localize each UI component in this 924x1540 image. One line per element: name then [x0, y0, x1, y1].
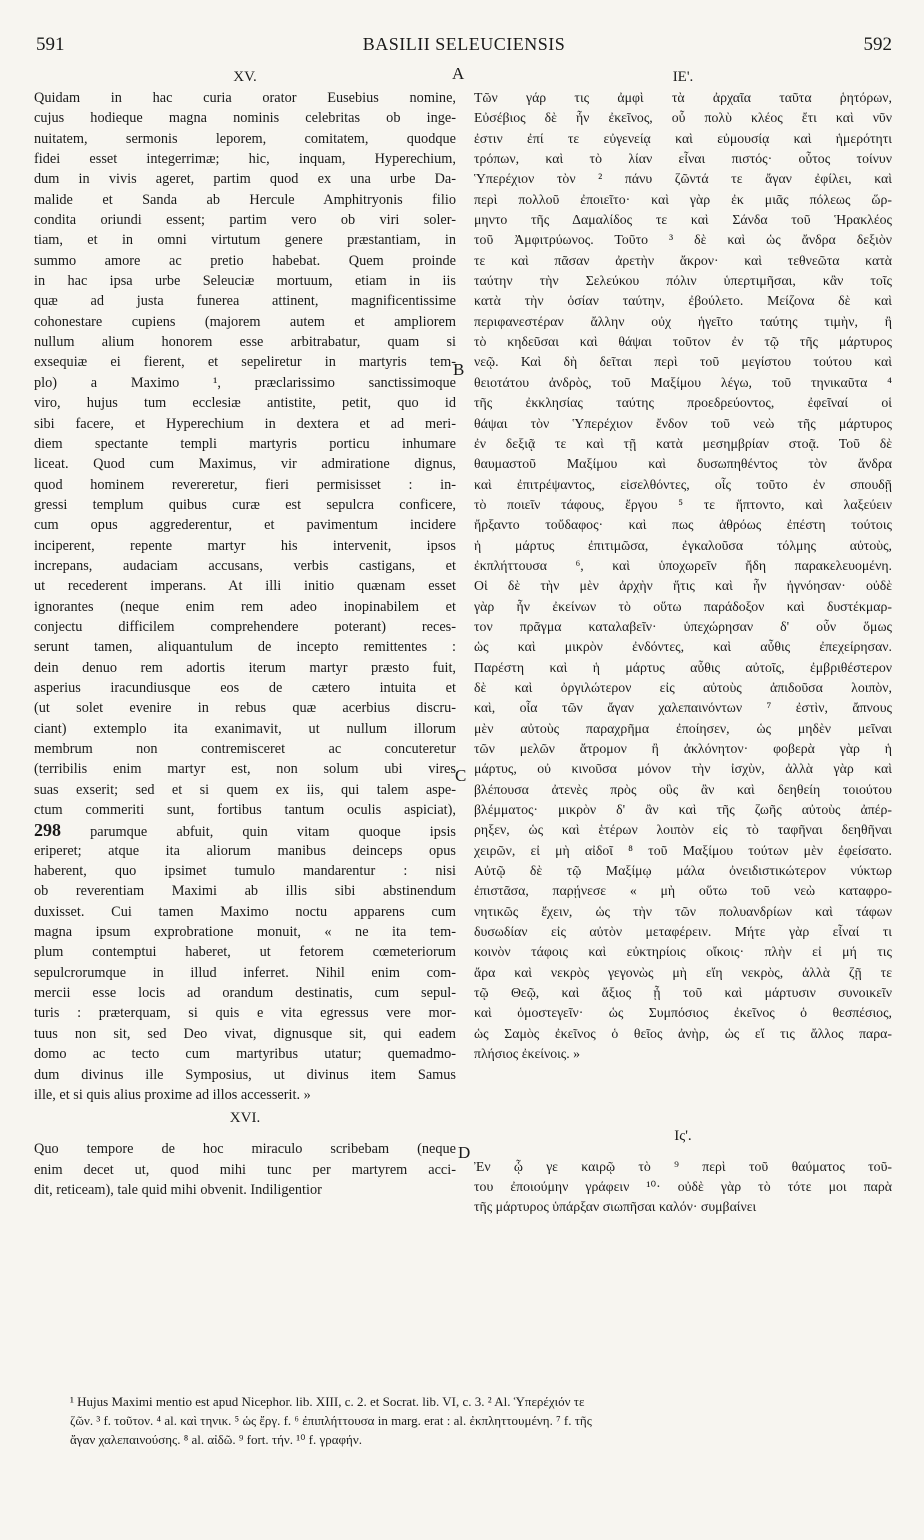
text-line: τῆς μάρτυρος ὑπάρξαν σιωπῆσαι καλόν· συμβαίνει: [474, 1199, 757, 1215]
text-line: κοινὸν τάφοις καὶ εὐκτηρίοις οἴκοις· πλὴν εἰ μή τις: [474, 944, 892, 960]
text-line: membrum non contremisceret ac concuteretur: [34, 741, 456, 757]
text-line: ἤρξαντο τοὔδαφος· καὶ πως ἀθρόως ἐπέστη τούτοις: [474, 517, 892, 533]
text-line: plum contemptui haberet, ut fetorem cœmeteriorum: [34, 944, 456, 961]
text-line: sepulcrorumque in illud inferret. Nihil enim com-: [34, 964, 456, 981]
text-line: περιφανεστέραν ἄλλην οὐχ ἡγεῖτο ταύτης τιμὴν, ἢ: [474, 313, 892, 329]
text-line: ἡ μάρτυς ἐπιτιμῶσα, ἐγκαλοῦσα τόλμης αὐτοὺς,: [474, 537, 892, 553]
text-line: βλέμματος· μικρὸν δ' ἂν καὶ τῆς ζωῆς αὐτοὺς ἀπέρ-: [474, 802, 892, 818]
text-line: θειοτάτου ἀνδρὸς, τοῦ Μαξίμου λέγω, τοῦ τηνικαῦτα ⁴: [474, 374, 892, 390]
text-line: ciant) extemplo ita exanimavit, ut nullum illorum: [34, 720, 456, 737]
margin-letter-c: C: [455, 766, 467, 785]
text-line: (terribilis enim martyr est, non solum ubi vires: [34, 761, 456, 778]
text-line: increpans, audaciam accusans, verbis castigans, et: [34, 557, 456, 574]
text-line: viro, hujus tum ecclesiæ antistite, petit, quo id: [34, 395, 456, 412]
text-line: inciperent, repente martyr his intervenit, ipsos: [34, 537, 456, 554]
text-line: τῆς ἐκκλησίας ταύτης προεδρεύοντος, ἐφεῖναί οἱ: [474, 395, 892, 411]
text-line: plo) a Maximo ¹, præclarissimo sanctissimoque: [34, 374, 456, 391]
text-line: cujus hodieque magna nominis celebritas ob inge-: [34, 110, 456, 127]
text-line: liceat. Quod cum Maximus, vir admiratione dignus,: [34, 456, 456, 473]
text-line: ob reverentiam Maximi ab illis sibi abstinendum: [34, 883, 456, 900]
text-line: conjectu difficilem comprehendere poterant) reces-: [34, 618, 456, 635]
text-line: [34, 820, 456, 840]
page-number-right: 592: [863, 34, 892, 55]
margin-letter-d: D: [458, 1143, 471, 1162]
text-line: Quidam in hac curia orator Eusebius nomine,: [34, 90, 456, 106]
text-line: magna ipsum exprobratione monuit, « ne ita tem-: [34, 924, 456, 941]
text-line: περὶ πολλοῦ ἐποιεῖτο· καὶ γὰρ ἐκ μιᾶς πόλεως ὥρ-: [474, 191, 892, 207]
text-line: Εὐσέβιος δὲ ἦν ἐκεῖνος, οὗ πολὺ κλέος ἔτι καὶ νῦν: [474, 110, 892, 126]
text-line: dum divinus ille Symposius, ut divinus item Samus: [34, 1066, 456, 1083]
text-line: fidei esset integerrimæ; hic, inquam, Hyperechium,: [34, 151, 456, 168]
margin-letter-a: A: [452, 64, 465, 83]
text-line: enim decet ut, quod mihi tunc per martyrem acci-: [34, 1161, 456, 1178]
text-line: tuus non sit, sed Deo vivat, dignusque sit, qui eadem: [34, 1025, 456, 1042]
page-number-left: 591: [36, 34, 65, 55]
footnote-line: ¹ Hujus Maximi mentio est apud Nicephor. lib. XIII, c. 2. et Socrat. lib. VI, c. 3. ² Al. Ὑπερέχιόν τε: [70, 1394, 585, 1409]
text-line: eriperet; atque ita aliorum manibus deinceps opus: [34, 842, 456, 859]
text-line: νεῷ. Καὶ δὴ δεῖται περὶ τοῦ μεγίστου τούτου καὶ: [474, 354, 892, 370]
text-line: τρόπων, καὶ τὸ λίαν εἶναι πιστός· οὗτος τοίνυν: [474, 151, 892, 167]
text-line: Τῶν γάρ τις ἀμφὶ τὰ ἀρχαῖα ταῦτα ῥητόρων,: [474, 90, 892, 105]
footnote-line: ζῶν. ³ f. τοῦτον. ⁴ al. καὶ τηνικ. ⁵ ὡς ἔργ. f. ⁶ ἐπιπλήττουσα in marg. erat : al. ἐκπληττουμένη. ⁷ f. τῆς: [70, 1413, 592, 1428]
footnote-line: ἄγαν χαλεπαινούσης. ⁸ al. αἰδῶ. ⁹ fort. τήν. ¹⁰ f. γραφήν.: [70, 1432, 362, 1447]
text-line: haberent, quo ipsimet tumulo mandarentur : nisi: [34, 863, 456, 880]
text-line: ille, et si quis alius proxime ad illos accesserit. »: [34, 1086, 311, 1103]
greek-section-is-text: [474, 1157, 892, 1218]
text-line: τὸ ποιεῖν τάφους, ἔργου ⁵ τε ἥπτοντο, καὶ λαξεύειν: [474, 496, 892, 512]
text-line: dein denuo rem adortis iterum martyr præsto fuit,: [34, 659, 456, 676]
text-line: domo ac tecto cum martyribus utatur; quemadmo-: [34, 1046, 456, 1063]
text-line: δὲ καὶ ὀργιλώτερον εἰς αὐτοὺς ἀπιδοῦσα λοιπὸν,: [474, 679, 892, 695]
text-line: Παρέστη καὶ ἡ μάρτυς αὖθις αὐτοῖς, ἐμβριθέστερον: [474, 659, 892, 675]
text-line: suas exserit; sed et si quem ex iis, qui talem aspe-: [34, 781, 456, 798]
text-line: πλήσιος ἐκείνοις. »: [474, 1046, 581, 1062]
text-line: turis : præterquam, si quis e vita egressus vere mor-: [34, 1005, 456, 1022]
text-line: Οἱ δὲ τὴν μὲν ἀρχὴν ἥτις καὶ ἦν ἠγνόησαν· οὐδὲ: [474, 578, 892, 594]
footnotes: [70, 1392, 892, 1449]
greek-section-heading-is: Ις'.: [674, 1127, 692, 1144]
text-line: asperius iracundiusque eos de cætero intuita et: [34, 679, 456, 696]
text-line: ctum commeriti sunt, fortibus tantum oculis aspiciat),: [34, 802, 456, 819]
text-line: τοῦ Ἀμφιτρύωνος. Τοῦτο ³ δὲ καὶ ὡς ἄνδρα δεξιὸν: [474, 232, 892, 248]
greek-column: [474, 66, 892, 1218]
page-title: BASILII SELEUCIENSIS: [362, 34, 566, 54]
latin-column: [34, 66, 456, 1200]
text-line: nullum alium honorem esse arbitrabatur, quam si: [34, 334, 456, 351]
text-line: quod hominem revereretur, fieri permisisset : in-: [34, 476, 456, 493]
text-line: ut recederent imperans. At illi initio quænam esset: [34, 578, 456, 595]
text-line: θαυμαστοῦ Μαξίμου καὶ δυσωπηθέντος τὸν ἄνδρα: [474, 456, 892, 472]
text-line: ὡς καὶ μικρὸν ἐνδόντες, καὶ αὖθις ἐπεχείρησαν.: [474, 639, 892, 655]
text-line: χειρῶν, εἰ μὴ αἰδοῖ ⁸ τοῦ Μαξίμου τούτων μὲν ἐφείσατο.: [474, 842, 892, 858]
text-line: tiam, et in omni virtutum genere præstantiam, in: [34, 232, 456, 249]
text-line: ignorantes (neque enim rem adeo inopinabilem et: [34, 598, 456, 615]
text-line: βλέπουσα ἀτενὲς πρὸς οὓς ἂν καὶ δεηθείη τοιούτου: [474, 781, 892, 797]
text-line: μηντο τῆς Δαμαλίδος τε καὶ Σάνδα τοῦ Ἡρακλέος: [474, 212, 892, 228]
text-line: ταύτην τὴν Σελεύκου πόλιν ὑπερτιμῆσαι, κἂν τοῖς: [474, 273, 892, 289]
text-line: ρηξεν, ὡς καὶ ἑτέρων λοιπὸν εἰς τὸ ταφῆναι δεηθῆναι: [474, 822, 892, 838]
text-line: μάρτυς, οὐ κινοῦσα μόνον τὴν ἰσχὺν, ἀλλὰ γὰρ καὶ: [474, 761, 892, 777]
latin-section-heading-xvi: XVI.: [229, 1110, 261, 1127]
text-line: condita oriundi essent; partim vero ob viri soler-: [34, 212, 456, 229]
text-line: ἐν δεξιᾷ τε καὶ τῇ κατὰ μεσημβρίαν στοᾷ. Τοῦ δὲ: [474, 435, 892, 451]
text-line: in hac ipsa urbe Seleuciæ mortuum, etiam in iis: [34, 273, 456, 290]
latin-section-heading-xv: XV.: [233, 69, 257, 85]
text-line: malide et Sanda ab Hercule Amphitryonis filio: [34, 191, 456, 208]
text-line: καὶ ὁμοστεγεῖν· ὡς Συμπόσιος ἐκεῖνος ὁ θεσπέσιος,: [474, 1005, 892, 1021]
text-line: cum opus aggrederentur, et pavimentum incidere: [34, 517, 456, 534]
greek-section-ie-text: [474, 88, 892, 1065]
text-line: (ut solet evenire in rebus quæ acerbius discru-: [34, 700, 456, 717]
text-line: Ὑπερέχιον τὸν ² πάνυ ζῶντά τε ἄγαν ἐφίλει, καὶ: [474, 171, 892, 187]
text-line: Αὐτῷ δὲ τῷ Μαξίμῳ μάλα ὀνειδιστικώτερον νύκτωρ: [474, 863, 892, 879]
text-line: Quo tempore de hoc miraculo scribebam (neque: [34, 1141, 456, 1158]
text-line: καὶ, οἷα τῶν ἄγαν χαλεπαινόντων ⁷ ἐστὶν, ἄπνους: [474, 700, 892, 716]
text-line: ἐπιστᾶσα, παρῄνεσε « μὴ οὕτω τοῦ νεὼ καταφρο-: [474, 883, 892, 899]
text-line: quæ ad justa funerea attinent, magnificentissime: [34, 293, 456, 310]
text-line: gressi templum quibus curæ est sepulcra conficere,: [34, 496, 456, 513]
text-line: ἄρα καὶ νεκρὸς γεγονὼς μὴ εἴη νεκρὸς, ἀλλὰ ζῇ τε: [474, 964, 892, 980]
text-line: ἐστιν ἐπί τε εὐγενείᾳ καὶ εὐμουσίᾳ καὶ ἡμερότητι: [474, 130, 892, 146]
text-line: diem spectante templi martyris porticu inhumare: [34, 435, 456, 452]
text-line: nuitatem, sermonis leporem, comitatem, quodque: [34, 130, 456, 147]
running-head: [36, 34, 892, 62]
column-number-298: 298: [34, 820, 61, 841]
text-line: θάψαι τὸν Ὑπερέχιον ἔνδον τοῦ νεὼ τῆς μάρτυρος: [474, 415, 892, 431]
text-line: τῷ Θεῷ, καὶ ἄξιος ᾖ τοῦ καὶ μάρτυσιν συνοικεῖν: [474, 985, 892, 1001]
text-line: duxisset. Cui tamen Maximo noctu apparens cum: [34, 903, 456, 920]
margin-letter-b: B: [453, 360, 465, 379]
latin-section-xv-text: [34, 88, 456, 1105]
text-line: δυσωδίαν εἰς αὐτὸν μεταφέρειν. Μήτε γὰρ εἶναί τι: [474, 924, 892, 940]
text-line: κατὰ τὴν ὁσίαν ταύτην, ἐβούλετο. Μείζονα δὲ καὶ: [474, 293, 892, 309]
text-line: ἐκπλήττουσα ⁶, καὶ ὑποχωρεῖν ἤδη παρακελευομένη.: [474, 557, 892, 573]
text-line: cohonestare cupiens (majorem autem et ampliorem: [34, 313, 456, 330]
text-line: τῶν μελῶν ἄτρομον ἢ ἀκλόνητον· φοβερὰ γὰρ ἡ: [474, 741, 892, 756]
text-line: dit, reticeam), tale quid mihi obvenit. Indiligentior: [34, 1181, 322, 1198]
text-line: καὶ ἐπιτρέψαντος, εἰσελθόντες, οἷς τοῦτο ἐν σπουδῇ: [474, 476, 892, 492]
text-line: exsequiæ ei fierent, et sepeliretur in martyris tem-: [34, 354, 456, 371]
text-line-content: parumque abfuit, quin vitam quoque ipsis: [61, 824, 456, 841]
text-line: τον πρᾶγμα καταλαβεῖν· ὑπεχώρησαν δ' οὖν ὅμως: [474, 618, 892, 634]
text-line: νητικῶς ἔχειν, ὡς τὴν τῶν πολυανδρίων καὶ τάφων: [474, 903, 892, 919]
text-line: dum in vivis ageret, partim quod ex una urbe Da-: [34, 171, 456, 188]
greek-section-heading-ie: ΙΕ'.: [672, 69, 694, 85]
latin-section-xvi-text: [34, 1139, 456, 1200]
text-line: μὲν αὐτοὺς παραχρῆμα ἐποίησεν, ὡς μηδὲν μεῖναι: [474, 720, 892, 736]
text-line: Ἐν ᾧ γε καιρῷ τὸ ⁹ περὶ τοῦ θαύματος τοῦ-: [474, 1158, 892, 1174]
text-line: τὸ κηδεῦσαι καὶ θάψαι τοῦτον ἐν τῷ τῆς μάρτυρος: [474, 334, 892, 350]
text-line: ὡς Σαμὸς ἐκεῖνος ὁ θεῖος ἀνὴρ, ὡς εἴ τις ἄλλος παρα-: [474, 1025, 892, 1041]
text-line: serunt tamen, aliquantulum de incepto remittentes :: [34, 639, 456, 656]
text-line: γὰρ ἦν ἐκείνων τὸ οὕτω παράδοξον καὶ δυστέκμαρ-: [474, 598, 892, 614]
text-line: mercii esse locis ad orandum destinatis, cum sepul-: [34, 985, 456, 1002]
text-line: sibi facere, et Hyperechium in dextera et ad meri-: [34, 415, 456, 432]
text-line: summo amore ac pretio habebat. Quem proinde: [34, 252, 456, 269]
text-line: τε καὶ πᾶσαν ἀρετὴν ἄκρον· καὶ τεθνεῶτα κατὰ: [474, 252, 892, 268]
text-line: του ἐποιούμην γράφειν ¹⁰· οὐδὲ γὰρ τὸ τότε μοι παρὰ: [474, 1178, 892, 1194]
